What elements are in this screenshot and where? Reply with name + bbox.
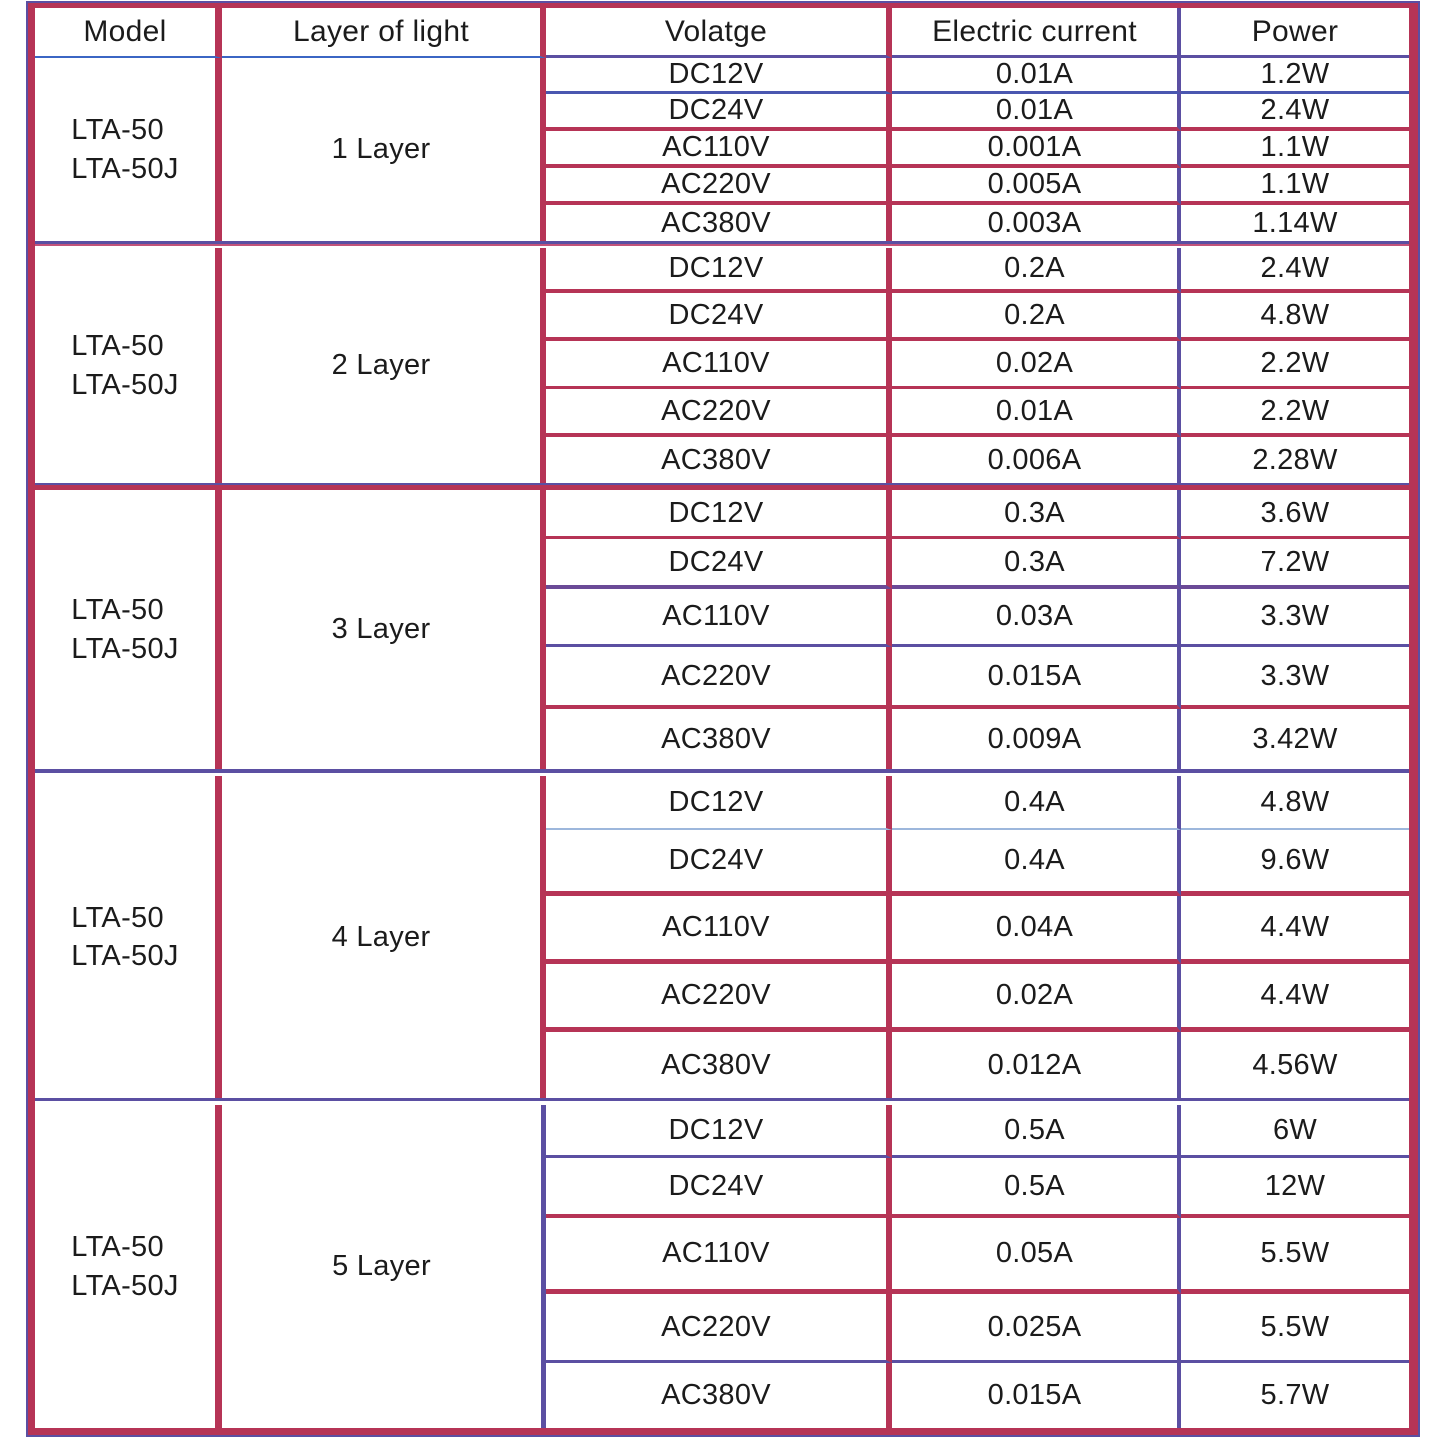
model-cell xyxy=(35,776,222,1098)
voltage-cell: AC220V xyxy=(546,168,892,205)
model-line: LTA-50 xyxy=(71,594,164,627)
current-cell: 0.01A xyxy=(892,94,1181,131)
model-line: LTA-50J xyxy=(71,152,179,185)
voltage-cell: DC12V xyxy=(546,776,892,830)
voltage-cell: AC220V xyxy=(546,964,892,1032)
power-cell: 1.1W xyxy=(1181,131,1409,168)
power-cell: 4.8W xyxy=(1181,293,1409,341)
voltage-cell: DC12V xyxy=(546,58,892,94)
power-cell: 6W xyxy=(1181,1105,1409,1158)
voltage-cell: AC110V xyxy=(546,341,892,389)
layer-cell: 3 Layer xyxy=(222,490,546,769)
current-cell: 0.001A xyxy=(892,131,1181,168)
current-cell: 0.01A xyxy=(892,58,1181,94)
power-cell: 3.6W xyxy=(1181,490,1409,539)
voltage-cell: AC380V xyxy=(546,1363,892,1428)
power-cell: 4.4W xyxy=(1181,964,1409,1032)
voltage-cell: AC380V xyxy=(546,709,892,769)
voltage-cell: AC220V xyxy=(546,389,892,437)
power-cell: 7.2W xyxy=(1181,539,1409,589)
current-cell: 0.04A xyxy=(892,896,1181,964)
current-cell: 0.015A xyxy=(892,1363,1181,1428)
power-cell: 1.2W xyxy=(1181,58,1409,94)
header-layer-of-light: Layer of light xyxy=(222,8,546,58)
model-cell xyxy=(35,58,222,241)
current-cell: 0.025A xyxy=(892,1294,1181,1363)
model-line: LTA-50J xyxy=(71,632,179,665)
voltage-cell: DC12V xyxy=(546,248,892,293)
model-line: LTA-50J xyxy=(71,940,179,972)
power-cell: 2.4W xyxy=(1181,94,1409,131)
voltage-cell: DC24V xyxy=(546,1158,892,1218)
model-line: LTA-50 xyxy=(71,330,164,363)
current-cell: 0.4A xyxy=(892,830,1181,896)
voltage-cell: AC110V xyxy=(546,589,892,647)
current-cell: 0.2A xyxy=(892,293,1181,341)
layer-cell: 5 Layer xyxy=(222,1105,546,1428)
model-cell xyxy=(35,248,222,483)
current-cell: 0.2A xyxy=(892,248,1181,293)
current-cell: 0.5A xyxy=(892,1105,1181,1158)
layer-cell: 2 Layer xyxy=(222,248,546,483)
current-cell: 0.4A xyxy=(892,776,1181,830)
voltage-cell: AC110V xyxy=(546,1218,892,1294)
power-cell: 9.6W xyxy=(1181,830,1409,896)
model-line: LTA-50 xyxy=(71,114,164,147)
header-electric-current: Electric current xyxy=(892,8,1181,58)
header-model: Model xyxy=(35,8,222,58)
spec-table xyxy=(28,3,1418,1435)
current-cell: 0.3A xyxy=(892,539,1181,589)
model-line: LTA-50J xyxy=(71,1269,179,1302)
voltage-cell: DC12V xyxy=(546,490,892,539)
power-cell: 5.5W xyxy=(1181,1218,1409,1294)
voltage-cell: AC220V xyxy=(546,1294,892,1363)
model-cell xyxy=(35,490,222,769)
voltage-cell: DC24V xyxy=(546,293,892,341)
current-cell: 0.005A xyxy=(892,168,1181,205)
voltage-cell: AC380V xyxy=(546,205,892,241)
power-cell: 4.8W xyxy=(1181,776,1409,830)
current-cell: 0.009A xyxy=(892,709,1181,769)
current-cell: 0.3A xyxy=(892,490,1181,539)
voltage-cell: AC380V xyxy=(546,1032,892,1098)
power-cell: 2.2W xyxy=(1181,389,1409,437)
layer-cell: 4 Layer xyxy=(222,776,546,1098)
voltage-cell: AC380V xyxy=(546,437,892,483)
current-cell: 0.03A xyxy=(892,589,1181,647)
header-voltage: Volatge xyxy=(546,8,892,58)
current-cell: 0.05A xyxy=(892,1218,1181,1294)
power-cell: 5.7W xyxy=(1260,1379,1330,1411)
power-cell: 2.2W xyxy=(1181,341,1409,389)
group-separator xyxy=(35,769,1409,776)
model-cell xyxy=(35,1105,222,1428)
power-cell: 2.4W xyxy=(1181,248,1409,293)
power-cell: 1.14W xyxy=(1252,206,1338,239)
current-cell: 0.015A xyxy=(892,647,1181,709)
group-separator xyxy=(35,241,1409,248)
voltage-cell: AC110V xyxy=(546,896,892,964)
power-cell: 1.1W xyxy=(1181,168,1409,205)
current-cell: 0.02A xyxy=(892,964,1181,1032)
current-cell: 0.02A xyxy=(892,341,1181,389)
power-cell: 3.42W xyxy=(1252,722,1338,755)
model-line: LTA-50 xyxy=(71,1231,164,1264)
power-cell: 2.28W xyxy=(1252,443,1338,476)
layer-cell: 1 Layer xyxy=(222,58,546,241)
power-cell: 4.56W xyxy=(1252,1048,1338,1081)
model-line: LTA-50 xyxy=(71,901,164,934)
power-cell: 12W xyxy=(1181,1158,1409,1218)
power-cell: 4.4W xyxy=(1181,896,1409,964)
power-cell: 3.3W xyxy=(1181,589,1409,647)
current-cell: 0.01A xyxy=(892,389,1181,437)
power-cell: 5.5W xyxy=(1181,1294,1409,1363)
current-cell: 0.5A xyxy=(892,1158,1181,1218)
current-cell: 0.012A xyxy=(892,1032,1181,1098)
current-cell: 0.006A xyxy=(892,437,1181,483)
power-cell: 3.3W xyxy=(1181,647,1409,709)
group-separator xyxy=(35,1098,1409,1105)
current-cell: 0.003A xyxy=(892,205,1181,241)
voltage-cell: AC110V xyxy=(546,131,892,168)
voltage-cell: DC24V xyxy=(546,539,892,589)
group-separator xyxy=(35,483,1409,490)
header-power: Power xyxy=(1181,8,1409,58)
model-line: LTA-50J xyxy=(71,368,179,401)
voltage-cell: AC220V xyxy=(546,647,892,709)
voltage-cell: DC12V xyxy=(546,1105,892,1158)
voltage-cell: DC24V xyxy=(546,830,892,896)
voltage-cell: DC24V xyxy=(546,94,892,131)
